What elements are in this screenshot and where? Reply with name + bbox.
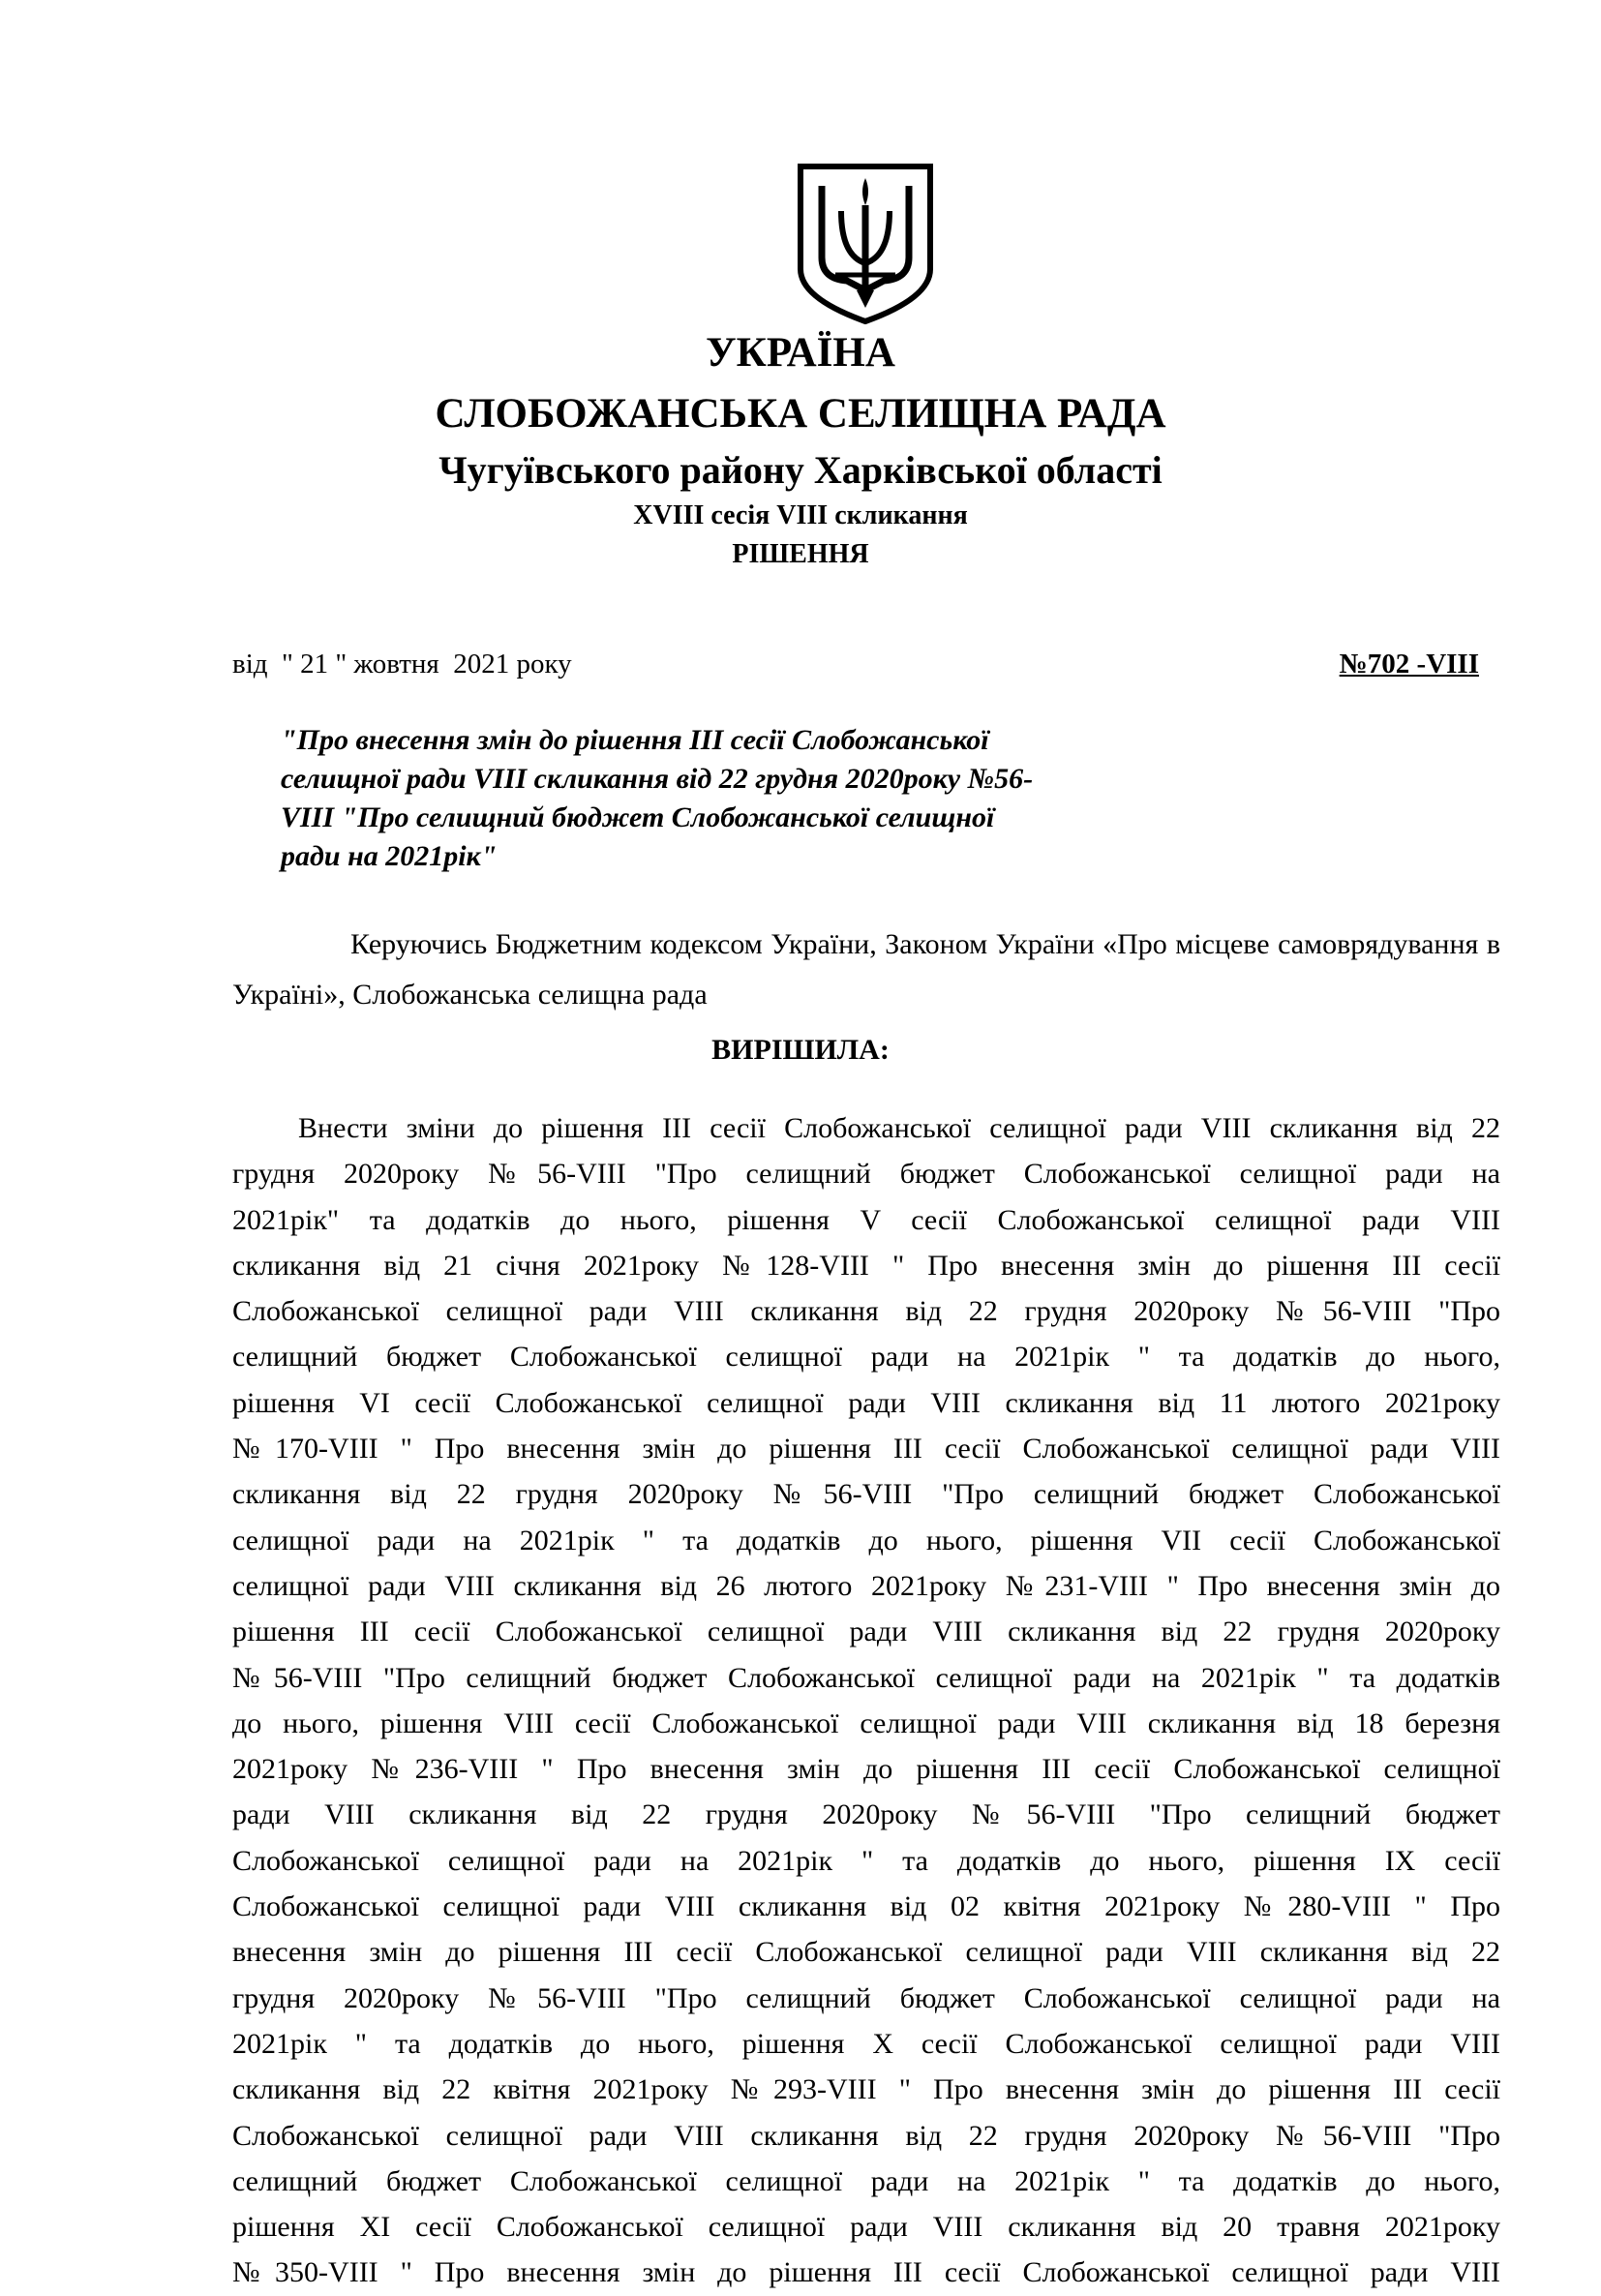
body-line: №350-VIII " Про внесення змін до рішення ІІІ сесії Слобожанської селищної ради VIII bbox=[232, 2256, 1500, 2289]
body-paragraph bbox=[232, 1105, 1500, 2296]
body-line: Слобожанської селищної ради VIII скликання від 22 грудня 2020року №56-VIII "Про bbox=[232, 1295, 1500, 1328]
body-line: Слобожанської селищної ради VIII скликання від 02 квітня 2021року №280-VIII " Про bbox=[232, 1890, 1500, 1923]
subject-line: ради на 2021рік" bbox=[281, 840, 498, 872]
body-line: рішення ІІІ сесії Слобожанської селищної ради VIII скликання від 22 грудня 2020року bbox=[232, 1616, 1500, 1648]
body-line: ради VIII скликання від 22 грудня 2020року №56-VIII "Про селищний бюджет bbox=[232, 1798, 1500, 1831]
body-line: селищний бюджет Слобожанської селищної ради на 2021рік " та додатків до нього, bbox=[232, 2164, 1500, 2197]
preamble-paragraph: Керуючись Бюджетним кодексом України, Законом України «Про місцеве самоврядування в Україні», Слобожанська селищна рада bbox=[232, 928, 1500, 1011]
body-line: селищної ради VIII скликання від 26 лютого 2021року №231-VIII " Про внесення змін до bbox=[232, 1569, 1500, 1602]
body-line: рішення ХІ сесії Слобожанської селищної ради VIII скликання від 20 травня 2021року bbox=[232, 2211, 1500, 2244]
body-line: 2021рік " та додатків до нього, рішення Х сесії Слобожанської селищної ради VIII bbox=[232, 2027, 1500, 2060]
body-line: 2021рік" та додатків до нього, рішення V сесії Слобожанської селищної ради VIII bbox=[232, 1203, 1500, 1236]
session-title: XVIII сесія VIII скликання bbox=[633, 500, 968, 530]
body-line: Внести зміни до рішення ІІІ сесії Слобожанської селищної ради VIII скликання від 22 bbox=[298, 1112, 1500, 1144]
body-line: грудня 2020року №56-VIII "Про селищний бюджет Слобожанської селищної ради на bbox=[232, 1158, 1500, 1191]
decision-subject bbox=[281, 721, 1157, 876]
body-line: скликання від 22 грудня 2020року №56-VIII "Про селищний бюджет Слобожанської bbox=[232, 1478, 1500, 1511]
body-line: внесення змін до рішення ІІІ сесії Слобожанської селищної ради VIII скликання від 22 bbox=[232, 1936, 1500, 1969]
decision-date: від " 21 " жовтня 2021 року bbox=[232, 649, 572, 680]
country-title: УКРАЇНА bbox=[706, 330, 895, 376]
body-line: №56-VIII "Про селищний бюджет Слобожанської селищної ради на 2021рік " та додатків bbox=[232, 1661, 1500, 1694]
body-line: скликання від 22 квітня 2021року №293-VIII " Про внесення змін до рішення ІІІ сесії bbox=[232, 2073, 1500, 2106]
district-title: Чугуївського району Харківської області bbox=[438, 448, 1163, 492]
body-line: селищної ради на 2021рік " та додатків до нього, рішення VІІ сесії Слобожанської bbox=[232, 1524, 1500, 1556]
subject-line: VIII "Про селищний бюджет Слобожанської селищної bbox=[281, 801, 995, 833]
council-title: СЛОБОЖАНСЬКА СЕЛИЩНА РАДА bbox=[435, 391, 1166, 437]
body-line: Слобожанської селищної ради VIII скликання від 22 грудня 2020року №56-VIII "Про bbox=[232, 2119, 1500, 2152]
body-line: селищний бюджет Слобожанської селищної ради на 2021рік " та додатків до нього, bbox=[232, 1341, 1500, 1374]
body-line: скликання від 21 січня 2021року №128-VIII " Про внесення змін до рішення ІІІ сесії bbox=[232, 1249, 1500, 1282]
subject-line: "Про внесення змін до рішення ІІІ сесії Слобожанської bbox=[281, 724, 989, 756]
subject-line: селищної ради VIII скликання від 22 грудня 2020року №56- bbox=[281, 763, 1034, 795]
body-line: Слобожанської селищної ради на 2021рік " та додатків до нього, рішення ІХ сесії bbox=[232, 1844, 1500, 1877]
body-line: до нього, рішення VІІІ сесії Слобожанської селищної ради VIII скликання від 18 березня bbox=[232, 1707, 1500, 1739]
decision-number: №702 -VIII bbox=[1339, 649, 1479, 680]
coat-of-arms-icon bbox=[797, 163, 934, 325]
document-type: РІШЕННЯ bbox=[732, 539, 869, 569]
body-line: рішення VІ сесії Слобожанської селищної ради VIII скликання від 11 лютого 2021року bbox=[232, 1386, 1500, 1419]
resolved-heading: ВИРІШИЛА: bbox=[711, 1034, 890, 1066]
body-line: 2021року №236-VIII " Про внесення змін до рішення ІІІ сесії Слобожанської селищної bbox=[232, 1753, 1500, 1786]
body-line: №170-VIII " Про внесення змін до рішення ІІІ сесії Слобожанської селищної ради VIII bbox=[232, 1433, 1500, 1465]
body-line: грудня 2020року №56-VIII "Про селищний бюджет Слобожанської селищної ради на bbox=[232, 1981, 1500, 2014]
